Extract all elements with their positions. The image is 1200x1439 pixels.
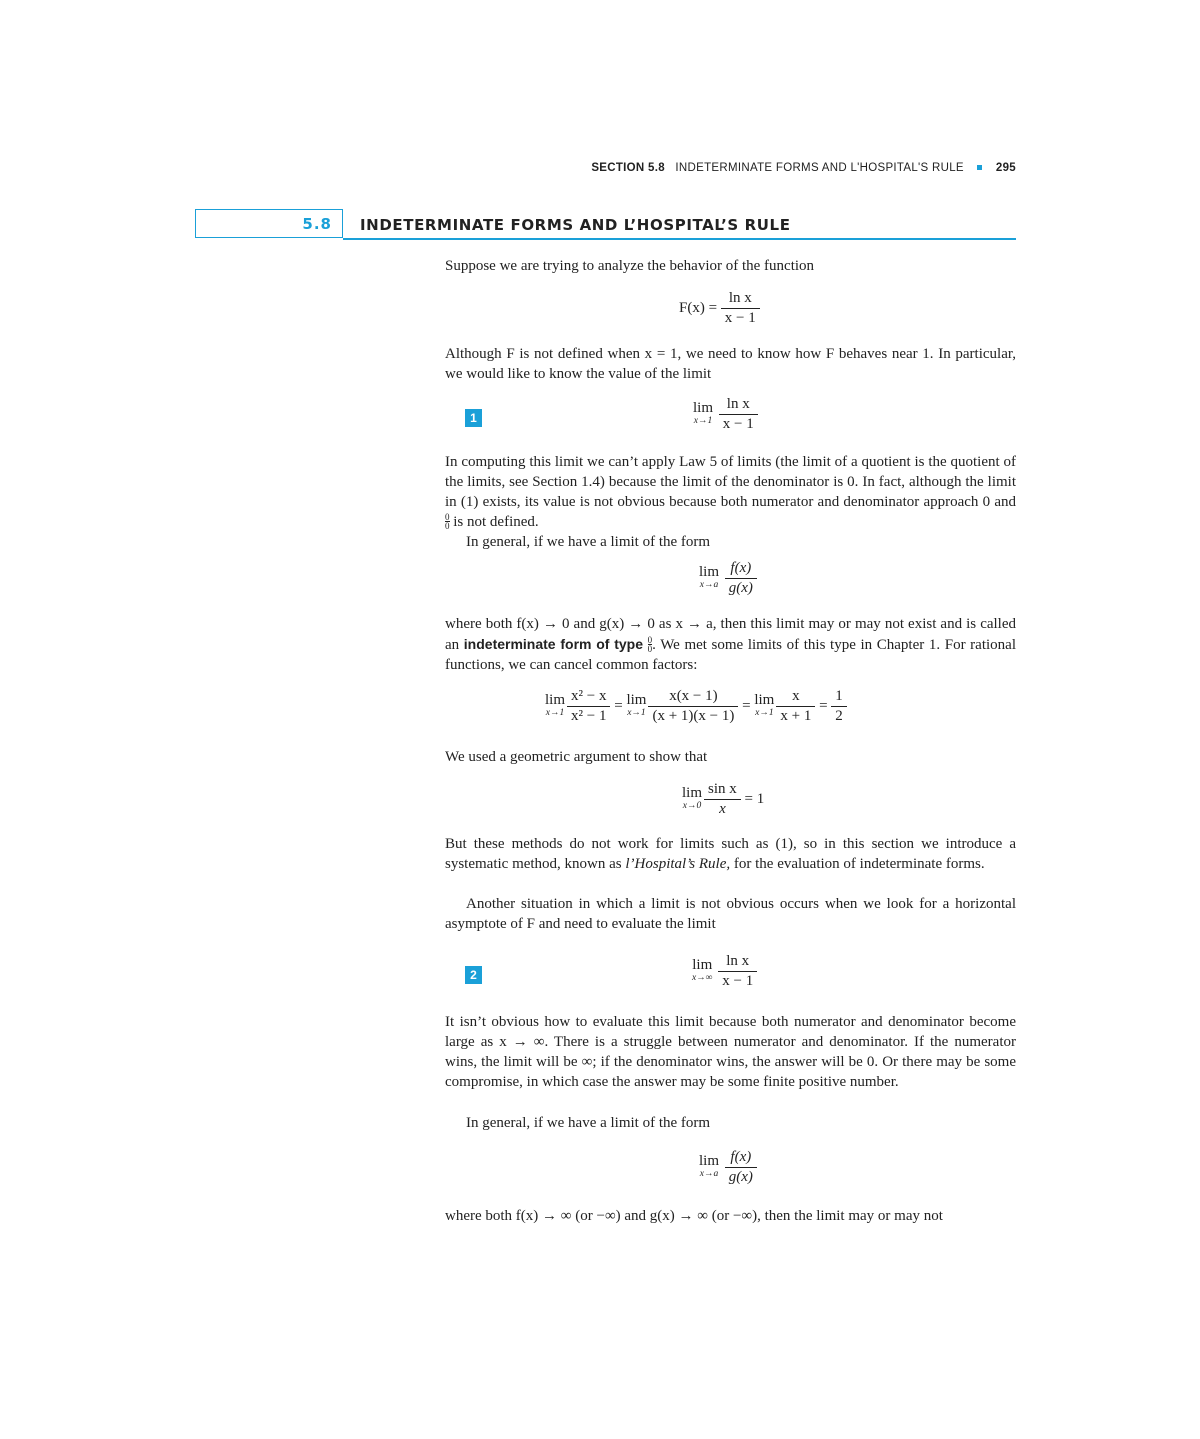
- term-indeterminate-form: indeterminate form of type: [463, 636, 643, 652]
- paragraph-text: where both f(x) → 0 and g(x) → 0 as x → a, then this limit may or may not exist and is called an: [445, 616, 1016, 653]
- running-head: [591, 162, 1016, 174]
- page-number: 295: [995, 162, 1016, 174]
- lim-subscript: x→0: [682, 801, 702, 811]
- paragraph-text-end: for the evaluation of indeterminate forms.: [733, 856, 985, 872]
- equals-sign: =: [614, 698, 623, 714]
- limit-operator: [692, 958, 713, 983]
- limit-operator: [682, 786, 702, 811]
- paragraph-general-1: In general, if we have a limit of the form: [466, 534, 711, 550]
- fraction: [718, 953, 757, 990]
- numerator: ln x: [728, 290, 752, 306]
- paragraph-infinity: where both f(x) → ∞ (or −∞) and g(x) → ∞ (or −∞), then the limit may or may not: [445, 1208, 943, 1224]
- paragraph-indeterminate: [445, 614, 1016, 675]
- fraction: [725, 1149, 757, 1186]
- paragraph-computing: [445, 452, 1016, 532]
- numerator: f(x): [730, 560, 752, 576]
- fraction: [725, 560, 757, 597]
- lim-subscript: x→a: [699, 580, 719, 590]
- numerator: f(x): [730, 1149, 752, 1165]
- paragraph-text: But these methods do not work for limits such as (1), so in this section we introduce a systematic method, known as: [445, 836, 1016, 872]
- equation-fg-1: [699, 560, 757, 597]
- section-rule: [343, 238, 1016, 240]
- denominator: (x + 1)(x − 1): [648, 706, 738, 725]
- equation-number-2: 2: [465, 966, 482, 984]
- denominator: g(x): [725, 1167, 757, 1186]
- numerator: sin x: [708, 781, 737, 797]
- limit-operator: [699, 565, 719, 590]
- equals-sign: =: [742, 698, 751, 714]
- equation-2: [692, 953, 757, 990]
- paragraph-intro: Suppose we are trying to analyze the behavior of the function: [445, 258, 815, 274]
- lim-subscript: x→1: [545, 708, 565, 718]
- fraction-1: [567, 688, 610, 725]
- fraction: [719, 396, 758, 433]
- running-head-title: INDETERMINATE FORMS AND L'HOSPITAL'S RULE: [675, 162, 964, 174]
- equals-sign: =: [819, 698, 828, 714]
- equation-lhs: F(x) =: [679, 300, 718, 316]
- fraction: [704, 781, 741, 818]
- numerator: ln x: [726, 396, 750, 412]
- lim-subscript: x→∞: [692, 973, 713, 983]
- equation-fg-2: [699, 1149, 757, 1186]
- fraction-4: [831, 688, 847, 725]
- lim-subscript: x→1: [627, 708, 646, 718]
- numerator: 0: [445, 512, 450, 522]
- equation-number-1: 1: [465, 409, 482, 427]
- paragraph-asymptote: Another situation in which a limit is not obvious occurs when we look for a horizontal asymptote of F and need to evaluate the limit: [445, 896, 1016, 932]
- equation-F: [679, 290, 760, 327]
- paragraph-text: In computing this limit we can’t apply Law 5 of limits (the limit of a quotient is the quotient of the limits, see Section 1.4) because the limit of the denominator is 0. In fact, although the limit in (1) exists, its value is not obvious because both numerator and denominator approach 0 and: [445, 454, 1016, 510]
- fraction-3: [776, 688, 815, 725]
- lim-text: lim: [693, 400, 714, 416]
- limit-operator: [545, 693, 565, 718]
- running-head-section: SECTION 5.8: [591, 162, 665, 174]
- equation-sin: [682, 781, 764, 818]
- paragraph-geometric: We used a geometric argument to show that: [445, 749, 708, 765]
- limit-operator: [754, 693, 774, 718]
- limit-operator: [699, 1154, 719, 1179]
- paragraph-although: Although F is not defined when x = 1, we need to know how F behaves near 1. In particular, we would like to know the value of the limit: [445, 346, 1016, 382]
- fraction: [721, 290, 760, 327]
- lim-text: lim: [699, 564, 720, 580]
- lim-subscript: x→1: [755, 708, 774, 718]
- lim-text: lim: [545, 692, 566, 708]
- lim-subscript: x→a: [699, 1169, 719, 1179]
- fraction-2: [648, 688, 738, 725]
- numerator: x² − x: [571, 688, 607, 704]
- paragraph-text-end: is not defined.: [453, 514, 539, 530]
- paragraph-methods: [445, 834, 1016, 874]
- limit-operator: [693, 401, 713, 426]
- denominator: x − 1: [721, 308, 760, 327]
- denominator: g(x): [725, 578, 757, 597]
- numerator: 1: [835, 688, 843, 704]
- limit-operator: [626, 693, 646, 718]
- numerator: ln x: [726, 953, 750, 969]
- denominator: x² − 1: [567, 706, 610, 725]
- equation-1: [693, 396, 758, 433]
- term-lhospitals-rule: l’Hospital’s Rule,: [625, 856, 731, 872]
- lim-text: lim: [699, 1153, 720, 1169]
- paragraph-general-2: In general, if we have a limit of the form: [466, 1115, 711, 1131]
- denominator: 2: [831, 706, 847, 725]
- paragraph-struggle: It isn’t obvious how to evaluate this limit because both numerator and denominator become large as x → ∞. There is a struggle between numerator and denominator. If the numerator wins, the limit will be ∞; if the denominator wins, the answer will be 0. Or there may be some compromise, in which case the answer may be some finite positive number.: [445, 1014, 1016, 1090]
- lim-text: lim: [682, 785, 703, 801]
- denominator: x − 1: [718, 971, 757, 990]
- lim-text: lim: [692, 957, 713, 973]
- numerator: x: [792, 688, 800, 704]
- lim-text: lim: [754, 692, 775, 708]
- denominator: x − 1: [719, 414, 758, 433]
- bullet-square-icon: [977, 165, 982, 170]
- paragraph-text-end: . We met some limits of this type in Chapter 1. For rational functions, we can cancel common factors:: [445, 637, 1016, 673]
- lim-text: lim: [626, 692, 647, 708]
- inline-fraction: [445, 513, 450, 530]
- equation-rational: [545, 688, 847, 725]
- denominator: x + 1: [776, 706, 815, 725]
- denominator: x: [704, 799, 741, 818]
- denominator: 0: [445, 521, 450, 531]
- numerator: x(x − 1): [669, 688, 718, 704]
- numerator: 0: [647, 635, 653, 645]
- section-number-box: [195, 209, 343, 238]
- denominator: 0: [647, 644, 653, 654]
- equation-rhs: = 1: [744, 791, 765, 807]
- section-title: INDETERMINATE FORMS AND L’HOSPITAL’S RULE: [360, 216, 791, 234]
- lim-subscript: x→1: [693, 416, 713, 426]
- section-number: 5.8: [302, 215, 332, 233]
